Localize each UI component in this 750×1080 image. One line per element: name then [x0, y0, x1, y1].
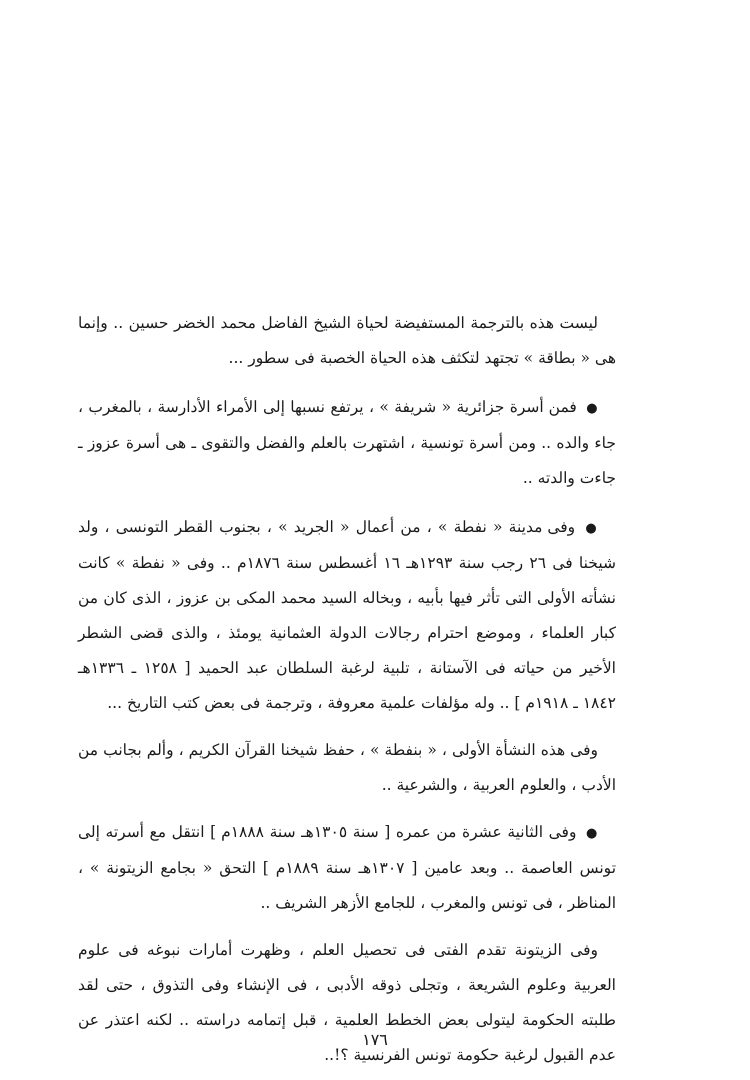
- paragraph-text: وفى هذه النشأة الأولى ، « بنفطة » ، حفظ شيخنا القرآن الكريم ، وألم بجانب من الأدب ، والعلوم العربية ، والشرعية ..: [78, 741, 616, 794]
- body-text: [78, 306, 616, 1073]
- paragraph-intro: [78, 306, 616, 376]
- bullet-icon: ●: [585, 521, 599, 536]
- paragraph-zaytuna: [78, 933, 616, 1073]
- paragraph-move-to-tunis: [78, 815, 616, 921]
- paragraph-early-education: [78, 733, 616, 803]
- page-number: ١٧٦: [362, 1030, 388, 1049]
- paragraph-lineage: [78, 390, 616, 496]
- paragraph-text: وفى الزيتونة تقدم الفتى فى تحصيل العلم ، وظهرت أمارات نبوغه فى علوم العربية وعلوم الشريعة ، وتجلى ذوقه الأدبى ، فى الإنشاء وفى التذوق ، حتى لقد طلبته الحكومة ليتولى بعض الخطط العلمية ، قبل إتمامه دراسته .. لكنه اعتذر عن عدم القبول لرغبة حكومة تونس الفرنسية ؟!..: [78, 941, 616, 1064]
- paragraph-text: ليست هذه بالترجمة المستفيضة لحياة الشيخ الفاضل محمد الخضر حسين .. وإنما هى « بطاقة » تجتهد لتكثف هذه الحياة الخصبة فى سطور ...: [78, 314, 616, 367]
- bullet-icon: ●: [586, 826, 598, 841]
- paragraph-birth: [78, 510, 616, 721]
- paragraph-text: فمن أسرة جزائرية « شريفة » ، يرتفع نسبها إلى الأمراء الأدارسة ، بالمغرب ، جاء والده .. ومن أسرة تونسية ، اشتهرت بالعلم والفضل والتقوى ـ هى أسرة عزوز ـ جاءت والدته ..: [78, 398, 616, 487]
- paragraph-text: وفى مدينة « نفطة » ، من أعمال « الجريد » ، بجنوب القطر التونسى ، ولد شيخنا فى ٢٦ رجب سنة ١٢٩٣هـ ١٦ أغسطس سنة ١٨٧٦م .. وفى « نفطة » كانت نشأته الأولى التى تأثر فيها بأبيه ، وبخاله السيد محمد المكى بن عزوز ، الذى كان من كبار العلماء ، وموضع احترام رجالات الدولة العثمانية يومئذ ، والذى قضى الشطر الأخير من حياته فى الآستانة ، تلبية لرغبة السلطان عبد الحميد [ ١٢٥٨ ـ ١٣٣٦هـ ١٨٤٢ ـ ١٩١٨م ] .. وله مؤلفات علمية معروفة ، وترجمة فى بعض كتب التاريخ ...: [78, 518, 616, 712]
- paragraph-text: وفى الثانية عشرة من عمره [ سنة ١٣٠٥هـ سنة ١٨٨٨م ] انتقل مع أسرته إلى تونس العاصمة .. وبعد عامين [ ١٣٠٧هـ سنة ١٨٨٩م ] التحق « بجامع الزيتونة » ، المناظر ، فى تونس والمغرب ، للجامع الأزهر الشريف ..: [78, 823, 617, 912]
- bullet-icon: ●: [586, 401, 598, 416]
